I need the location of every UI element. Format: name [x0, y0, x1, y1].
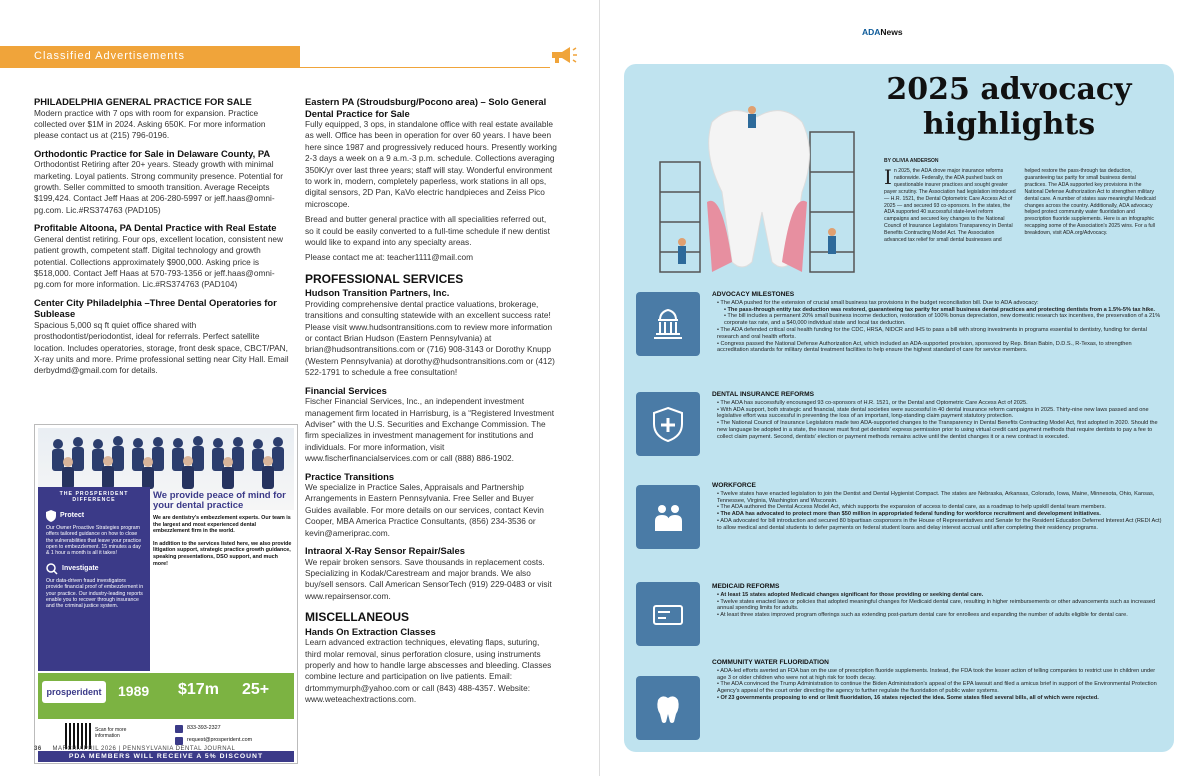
classified-header-bar	[0, 46, 300, 68]
header-rule	[300, 67, 550, 68]
stat-recovered: $17m	[178, 681, 219, 698]
bullet: • Of 23 governments proposing to end or limit fluoridation, 16 states rejected the idea. Some states filed several bills, all of which were rejected.	[717, 695, 1164, 702]
intro-text	[884, 165, 1157, 244]
workforce-icon	[636, 485, 700, 549]
brand-news: News	[880, 27, 903, 37]
page-footer	[34, 746, 235, 752]
ad-title: Profitable Altoona, PA Dental Practice with Real Estate	[34, 222, 277, 234]
drop-cap: I	[884, 165, 892, 189]
ad-contact: Please contact me at: teacher1111@mail.com	[305, 252, 473, 263]
ad-title: Center City Philadelphia –Three Dental Operatories for Sublease	[34, 296, 277, 320]
bullet: • At least 15 states adopted Medicaid changes significant for those providing or seeking dental care.	[717, 592, 1164, 599]
bullet: • Congress passed the National Defense Authorization Act, which included an ADA-supported provision, sponsored by Rep. Brian Babin, D.D.S., R-Texas, to strengthen accreditation standards for military dental treatment facilities to help ensure the highest standard of care for service members.	[717, 341, 1164, 355]
section-workforce	[712, 483, 1164, 532]
article-title: 2025 advocacy highlights	[886, 72, 1132, 142]
bullet: • The ADA has advocated to protect more than $50 million in appropriated federal funding for workforce recruitment and development initiatives.	[717, 511, 1164, 518]
scan-text: Scan for more information	[95, 727, 127, 739]
classified-header-text: Classified Advertisements	[34, 50, 185, 62]
ad-title: Intraoral X-Ray Sensor Repair/Sales	[305, 545, 465, 557]
footer-text: MARCH/APRIL 2026 | PENNSYLVANIA DENTAL JOURNAL	[52, 746, 236, 752]
ad-headline: We provide peace of mind for your dental practice	[153, 490, 286, 511]
section-insurance	[712, 392, 1164, 441]
stat-years: 25+	[242, 681, 270, 698]
ad-title: PHILADELPHIA GENERAL PRACTICE FOR SALE	[34, 96, 252, 107]
ad-title: Practice Transitions	[305, 470, 395, 482]
prosperident-ad[interactable]	[34, 424, 298, 764]
bullet: • Twelve states enacted laws or policies that adopted meaningful changes for Medicaid dental care, resulting in higher reimbursements or other advancements such as increased annual spending limits for adults.	[717, 599, 1164, 613]
ad-title: Hudson Transition Partners, Inc.	[305, 287, 450, 299]
bullet: • The ADA convinced the Trump Administration to continue the Biden Administration's appeal of the EPA lawsuit and filed a amicus brief in support of the Environmental Protection Agency's appeal of the court order directing the agency to further regulate the fluoridation of public water systems.	[717, 681, 1164, 695]
section-advocacy	[712, 292, 1164, 354]
investigate-label: Investigate	[62, 564, 99, 572]
section-title: MEDICAID REFORMS	[712, 583, 780, 590]
prosperident-logo: prosperident	[42, 681, 106, 703]
phone-icon	[175, 725, 183, 733]
ad-body: We repair broken sensors. Save thousands in replacement costs. Specializing in Kodak/Carestream and major brands. We also buy/sell sensors. Call American SensorTech (919) 229-0483 or visit www.repairsensor.com.	[305, 556, 552, 601]
ad-title: Orthodontic Practice for Sale in Delaware County, PA	[34, 147, 271, 159]
shield-icon	[46, 510, 56, 522]
tooth-water-icon	[636, 676, 700, 740]
email-icon	[175, 737, 183, 745]
ad-body: Fully equipped, 3 ops, in standalone office with real estate available as well. Office has been in operation for over 60 years. I have been here since 1987 and progressively reduced hours. Presently working 2-3 days a week on a 9 a.m.-3 p.m. schedule. Collections averaging 350K/yr over last three years; staff will stay. Wonderful environment to work in, modern, completely paperless, work stations in all ops, digital sensors, 2D Pan, KaVo electric handpieces and Zeiss Pico microscope.	[305, 119, 557, 209]
ad-brand: THE PROSPERIDENT DIFFERENCE	[59, 491, 129, 504]
megaphone-icon	[548, 44, 578, 66]
intro-body: n 2025, the ADA drove major insurance reforms nationwide. Federally, the ADA pushed back on questionable insurer practices and sought greater payer scrutiny. The Association had legislation introduced — H.R. 1521, the Dental Optometric Care Access Act of 2025 — and secured 93 co-sponsors. In the states, the ADA supported 40 successful state-level reform campaigns and secured key changes to the National Council of Insurance Legislators Transparency in Dental Benefits Contracting Model Act. The Association advanced tax relief for small dental businesses and helped restore the pass-through tax deduction, guaranteeing tax parity for small business dental practices. The ADA supported key provisions in the National Defense Authorization Act to strengthen military dental care. A number of states saw meaningful Medicaid changes across the country. Additionally, ADA advocacy helped protect community water fluoridation and prescription fluoride supplements. Here is an infographic recapping some of the Association's 2025 wins. For a full breakdown, visit ADA.org/Advocacy.	[884, 168, 1156, 244]
classified-column-2	[305, 96, 557, 706]
ad-title: Eastern PA (Stroudsburg/Pocono area) – Solo General Dental Practice for Sale	[305, 96, 547, 119]
page-number: 36	[34, 746, 42, 752]
investigate-text: Our data-driven fraud investigators provide financial proof of embezzlement in your practice. Our industry-leading reports enable you to recover through insurance and the criminal justice system.	[46, 577, 144, 610]
section-fluoridation	[712, 660, 1164, 702]
section-medicaid	[712, 584, 1164, 619]
bullet: • The ADA authored the Dental Access Model Act, which supports the expansion of access to dental care, as a roadmap to help upskill dental team members.	[717, 504, 1164, 511]
ad-right-panel	[153, 491, 293, 567]
bullet: • ADA advocated for bill introduction and secured 80 bipartisan cosponsors in the House of Representatives and Senate for the Resident Education Deferred Interest Act (REDI Act) to allow medical and dental students to defer payments on federal student loans and delay interest accrual until after completing their residency programs.	[717, 518, 1164, 532]
ad-email[interactable]: request@prosperident.com	[187, 737, 253, 743]
ad-left-panel	[38, 487, 150, 671]
ad-body: Spacious 5,000 sq ft quiet office shared with prosthodontist/periodontist, ideal for referrals. Perfect satellite location. Includes operatories, storage, front desk space, CBCT/PAN, X-ray units and more. Prime professional setting near City Hall. Email derbydmd@gmail.com for details.	[34, 319, 289, 376]
bullet: • Twelve states have enacted legislation to join the Dentist and Dental Hygienist Compact. The states are Nebraska, Arkansas, Colorado, Iowa, Maine, Minnesota, Ohio, Kansas, Tennessee, Virginia, Washington and Wisconsin.	[717, 491, 1164, 505]
ad-body: Bread and butter general practice with all specialities referred out, so it could be easily converted to a full-time schedule if new dentist would like to expand into any specialty areas.	[305, 214, 550, 248]
ad-stats-bar	[38, 673, 294, 719]
bullet: • The bill includes a permanent 20% small business income deduction, restoration of 100% bonus depreciation, new domestic research tax incentives, the preservation of a 21% corporate tax rate, and a $40,000 individual state and local tax deduction.	[724, 313, 1164, 327]
section-title: DENTAL INSURANCE REFORMS	[712, 391, 814, 398]
ada-news-brand	[862, 27, 903, 37]
ad-phone[interactable]: 833-393-2327	[187, 725, 221, 731]
ad-discount-footer: PDA MEMBERS WILL RECEIVE A 5% DISCOUNT	[38, 751, 294, 762]
ad-title: Financial Services	[305, 384, 387, 396]
ad-right-text-1: We are dentistry's embezzlement experts. Our team is the largest and most experienced dental embezzlement firm in the world.	[153, 515, 291, 535]
section-title: ADVOCACY MILESTONES	[712, 291, 795, 298]
ad-body: Learn advanced extraction techniques, elevating flaps, suturing, third molar removal, sinus perforation closure, using instruments properly and how to handle large abscesses and bleeding. Classes combine lecture and participation on live patients. Email: drtommymurph@yahoo.com or call (843) 488-4357. Website: www.weteachextractions.com.	[305, 637, 552, 705]
ad-body: Modern practice with 7 ops with room for expansion. Practice collected over $1M in 2024. Asking 650K. For more information please contact us at (215) 796-0196.	[34, 107, 266, 141]
bullet: • ADA-led efforts averted an FDA ban on the use of prescription fluoride supplements. Instead, the FDA took the lesser action of telling companies to restrict use in children under age 3 or older children who were not at high risk for tooth decay.	[717, 668, 1164, 682]
protect-text: Our Owner Proactive Strategies program offers tailored guidance on how to close the vulnerabilities that leave your practice open to embezzlement. 15 minutes a day & 1 hour a month is all it takes!	[46, 524, 142, 557]
ad-body: We specialize in Practice Sales, Appraisals and Partnership Arrangements in Eastern Pennsylvania. Free Seller and Buyer Guides available. For more details on our services, contact Kevin Cooper, MBA America Practice Consultants, (856) 234-3536 or kevin@ameriprac.com.	[305, 482, 544, 538]
bullet: • The pass-through entity tax deduction was restored, guaranteeing tax parity for small business dental practices and protecting dentists from a 1.5%-5% tax hike.	[724, 307, 1164, 314]
brand-ada: ADA	[862, 27, 881, 37]
ad-body: Providing comprehensive dental practice valuations, brokerage, transitions and consulting statewide with an excellent success rate! Please visit www.hudsontransitions.com to review more information or contact Brian Hudson (Eastern Pennsylvania) at brian@hudsontransitions.com or (716) 908-3143 or Dorothy Knupp (Western Pennsylvania) at dorothy@hudsontransitions.com or (412) 522-1791 to schedule a free consultation!	[305, 298, 555, 378]
section-heading-professional: PROFESSIONAL SERVICES	[305, 271, 464, 286]
section-title: WORKFORCE	[712, 482, 756, 489]
section-title: COMMUNITY WATER FLUORIDATION	[712, 659, 829, 666]
bullet: • The National Council of Insurance Legislators made two ADA-supported changes to the Transparency in Dental Benefits Contracting Model Act, first adopted in 2020. Should the new language be adopted in a state, the insurer must first get dentists' express permission prior to using virtual credit card payment methods that require dentists to pay a fee to collect claim payment. Second, dentists' election or payment methods remains active until the dentist changes it or a new contract is executed.	[717, 420, 1164, 440]
bullet: • At least three states improved program offerings such as extending post-partum dental care for enrollees and expanding the number of adults eligible for dental care.	[717, 612, 1164, 619]
bullet: • The ADA defended critical oral health funding for the CDC, HRSA, NIDCR and IHS to pass a bill with strong investments in programs essential to dentistry, funding for dental research and oral health efforts.	[717, 327, 1164, 341]
byline: BY OLIVIA ANDERSON	[884, 158, 939, 164]
capitol-icon	[636, 292, 700, 356]
magnifier-icon	[46, 563, 58, 575]
insurance-shield-icon	[636, 392, 700, 456]
classified-column-1	[34, 96, 292, 377]
ad-right-text-2: In addition to the services listed here, we also provide litigation support, strategic practice growth guidance, speaking presentations, DSO support, and much more!	[153, 540, 292, 567]
medicaid-card-icon	[636, 582, 700, 646]
protect-label: Protect	[60, 511, 85, 519]
ad-body: General dentist retiring. Four ops, excellent location, consistent new patient growth, competent staff. Digital technology and growth potential. Collections approximately $900,000. Asking price is $518,000. Contact Jeff Haas at 570-793-1356 or jeff.haas@omni-pg.com for more information. Lic.#RS374763 (PAD104)	[34, 233, 284, 290]
bullet: • The ADA pushed for the extension of crucial small business tax provisions in the budget reconciliation bill. Due to ADA advocacy:	[717, 300, 1164, 307]
bullet: • The ADA has successfully encouraged 93 co-sponsors of H.R. 1521, or the Dental and Optometric Care Access Act of 2025.	[717, 400, 1164, 407]
ad-body: Fischer Financial Services, Inc., an independent investment management firm located in Harrisburg, is a “Registered Investment Adviser” with the U.S. Securities and Exchange Commission. The firm specializes in investment management for institutions and individuals. For more information, visit www.fischerfinancialservices.com or call (888) 886-1902.	[305, 396, 555, 464]
section-heading-misc: MISCELLANEOUS	[305, 610, 410, 625]
stat-since: 1989	[118, 683, 150, 699]
tooth-illustration	[652, 92, 862, 282]
ad-body: Orthodontist Retiring after 20+ years. Steady growth with minimal marketing. Loyal patients. Strong community presence. Potential for growth. Seller committed to smooth transition. Average Receipts $199,424. Contact Jeff Haas at 206-280-5997 or jeff.haas@omni-pg.com. Lic.#RS374763 (PAD105)	[34, 159, 284, 215]
bullet: • With ADA support, both strategic and financial, state dental societies were successful in 40 dental insurance reform campaigns in 2025. Thirty-nine new laws passed and one legislative effort was successful in preventing the loss of an important, long-standing claim payment statutory protection.	[717, 407, 1164, 421]
ad-title: Hands On Extraction Classes	[305, 625, 436, 637]
